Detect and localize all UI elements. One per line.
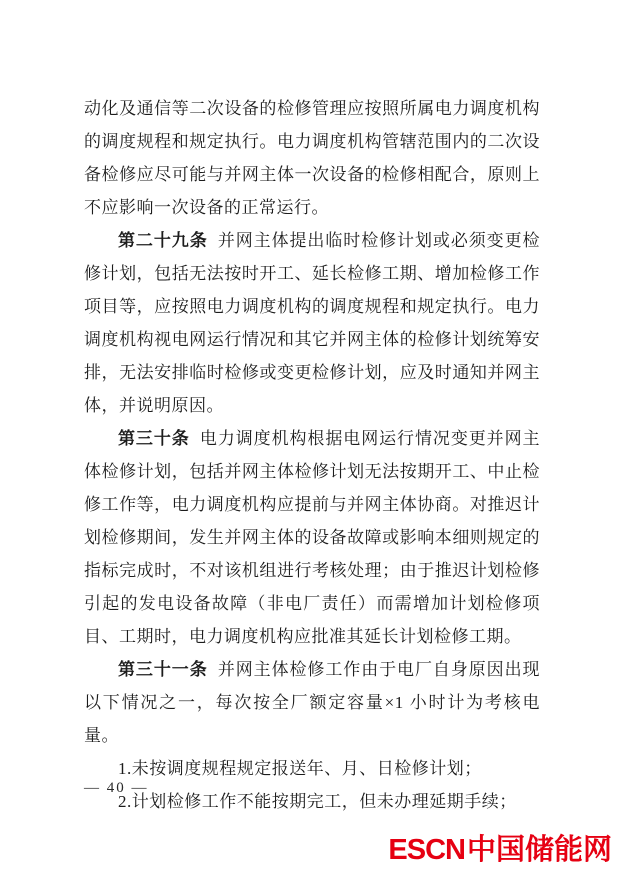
document-body	[84, 92, 540, 818]
list-item-text: 1.未按调度规程规定报送年、月、日检修计划；	[118, 759, 482, 778]
paragraph-text: 并网主体检修工作由于电厂自身原因出现以下情况之一，每次按全厂额定容量×1 小时计为考核电量。	[84, 660, 541, 745]
list-item-text: 2.计划检修工作不能按期完工，但未办理延期手续；	[118, 792, 517, 811]
watermark-latin-text: ESCN	[388, 834, 465, 866]
article-number-label: 第三十一条	[118, 660, 208, 679]
list-item-2	[84, 785, 540, 818]
watermark-cjk-text: 中国储能网	[466, 834, 612, 866]
paragraph-text: 电力调度机构根据电网运行情况变更并网主体检修计划，包括并网主体检修计划无法按期开工、中止检修工作等，电力调度机构应提前与并网主体协商。对推迟计划检修期间，发生并网主体的设备故障或影响本细则规定的指标完成时，不对该机组进行考核处理；由于推迟计划检修引起的发电设备故障（非电厂责任）而需增加计划检修项目、工期时，电力调度机构应批准其延长计划检修工期。	[84, 429, 541, 646]
article-number-label: 第三十条	[118, 429, 190, 448]
page-number: — 40 —	[84, 780, 149, 796]
paragraph-text: 并网主体提出临时检修计划或必须变更检修计划，包括无法按时开工、延长检修工期、增加检修工作项目等，应按照电力调度机构的调度规程和规定执行。电力调度机构视电网运行情况和其它并网主体的检修计划统筹安排，无法安排临时检修或变更检修计划，应及时通知并网主体，并说明原因。	[84, 231, 541, 415]
paragraph-article-29	[84, 224, 540, 422]
list-item-1	[84, 752, 540, 785]
escn-watermark-logo	[388, 832, 612, 868]
article-number-label: 第二十九条	[118, 231, 208, 250]
paragraph-article-30	[84, 422, 540, 653]
paragraph-article-31	[84, 653, 540, 752]
paragraph-text: 动化及通信等二次设备的检修管理应按照所属电力调度机构的调度规程和规定执行。电力调度机构管辖范围内的二次设备检修应尽可能与并网主体一次设备的检修相配合，原则上不应影响一次设备的正常运行。	[84, 99, 540, 217]
paragraph-continuation	[84, 92, 540, 224]
